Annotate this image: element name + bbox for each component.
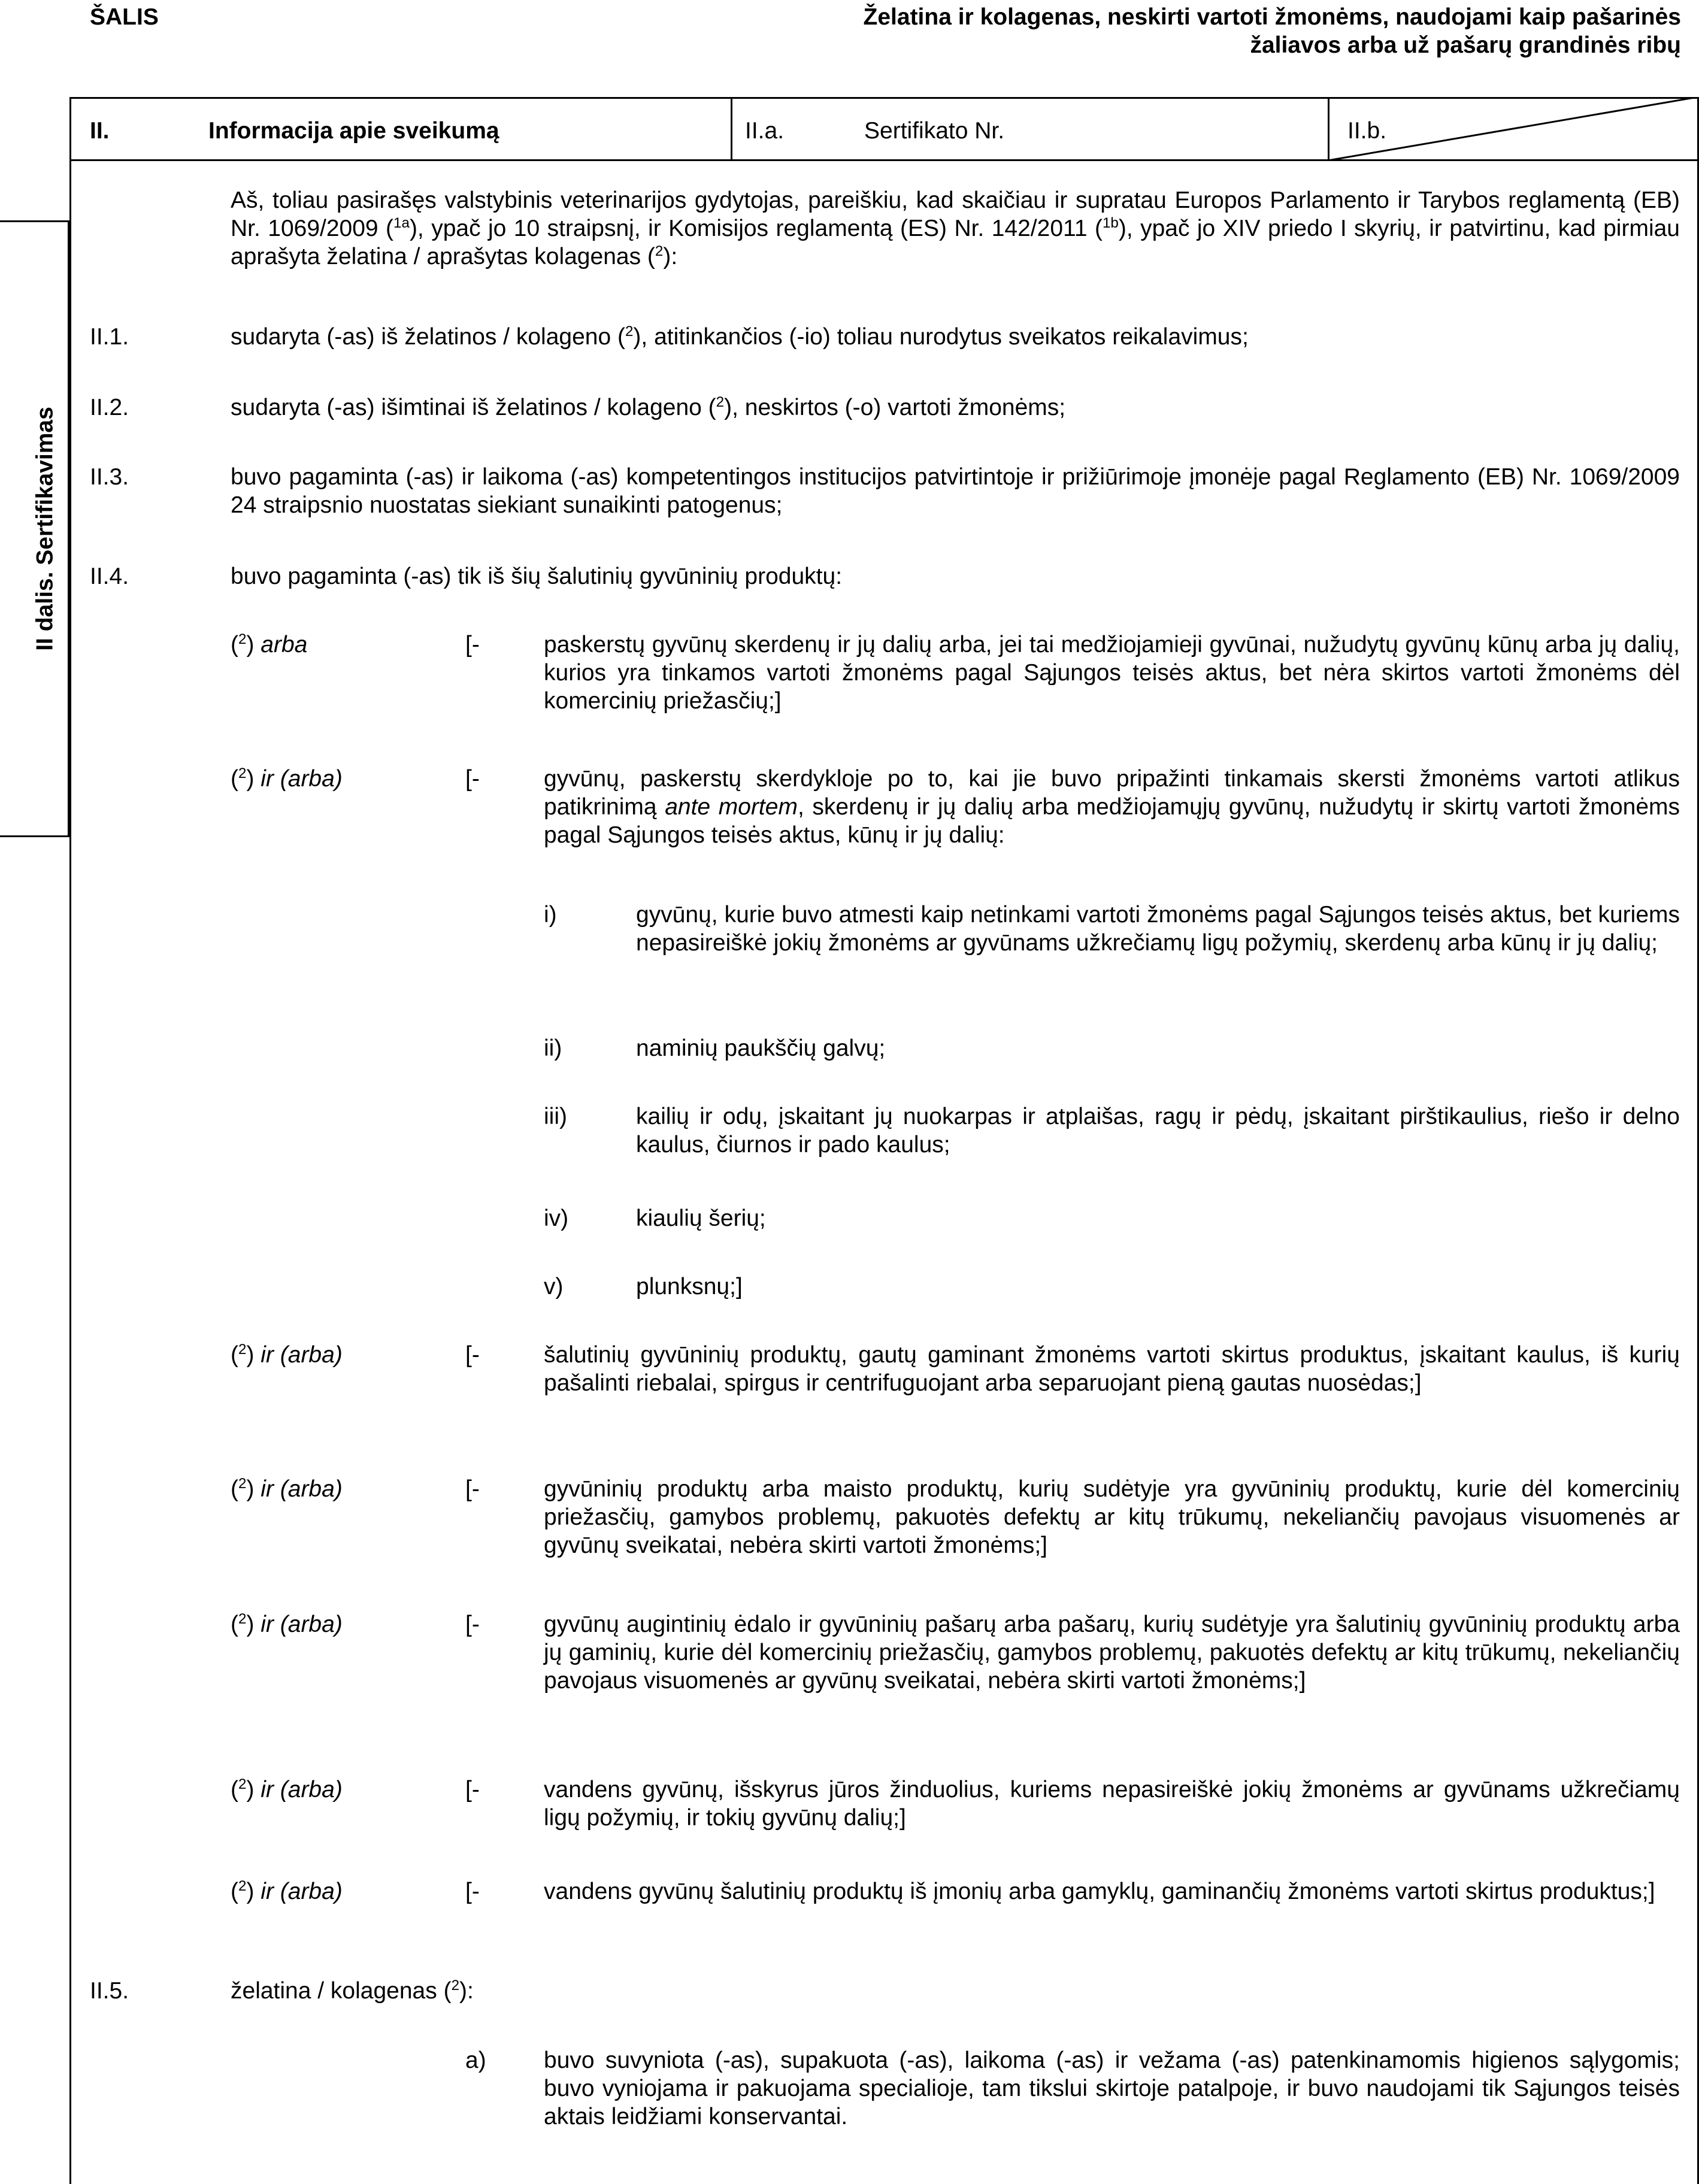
country-label: ŠALIS: [90, 4, 159, 30]
option-text: gyvūnų, paskerstų skerdykloje po to, kai jie buvo pripažinti tinkamais skersti žmonėms vartoti atlikus patikrinimą ante mortem, skerdenų ir jų dalių arba medžiojamųjų gyvūnų, nužudytų ir skirtų vartoti žmonėms pagal Sąjungos teisės aktus, kūnų ir jų dalių:: [544, 766, 1680, 848]
item-text: sudaryta (-as) iš želatinos / kolageno ($^2$), atitinkančios (-io) toliau nurodytus sveikatos reikalavimus;: [231, 323, 1249, 350]
option-bracket: [-: [465, 1476, 480, 1502]
option-bracket: [-: [465, 632, 480, 658]
subitem-text: gyvūnų, kurie buvo atmesti kaip netinkami vartoti žmonėms pagal Sąjungos teisės aktus, bet kuriems nepasireiškė jokių žmonėms ar gyvūnams užkrečiamų ligų požymių, skerdenų arba kūnų ir jų dalių;: [636, 902, 1680, 956]
subitem-number: iii): [544, 1104, 567, 1129]
column-divider: [731, 97, 732, 161]
item-text: buvo pagaminta (-as) ir laikoma (-as) kompetentingos institucijos patvirtintoje ir prižiūrimoje įmonėje pagal Reglamento (EB) Nr. 1069/2009 24 straipsnio nuostatas siekiant sunaikinti patogenus;: [231, 464, 1680, 518]
subitem-text: plunksnų;]: [636, 1274, 743, 1300]
intro-paragraph: Aš, toliau pasirašęs valstybinis veterinarijos gydytojas, pareiškiu, kad skaičiau ir supratau Europos Parlamento ir Tarybos reglamentą (EB) Nr. 1069/2009 ($^{1a}$), ypač jo 10 straipsnį, ir Komisijos reglamentą (ES) Nr. 142/2011 ($^{1b}$), ypač jo XIV priedo I skyrių, ir patvirtinu, kad pirmiau aprašyta želatina / aprašytas kolagenas ($^2$):: [231, 187, 1680, 269]
cert-number-label: Sertifikato Nr.: [864, 118, 1005, 144]
document-title: Želatina ir kolagenas, neskirti vartoti žmonėms, naudojami kaip pašarinės žaliavos arba už pašarų grandinės ribų: [863, 4, 1681, 58]
section-number: II.: [90, 118, 110, 144]
option-label: ($^2$) ir (arba): [231, 1611, 343, 1637]
option-bracket: [-: [465, 1777, 480, 1803]
subitem-number: a): [465, 2047, 486, 2073]
subitem-number: i): [544, 902, 557, 928]
option-text: paskerstų gyvūnų skerdenų ir jų dalių arba, jei tai medžiojamieji gyvūnai, nužudytų gyvūnų kūnų arba jų dalių, kurios yra tinkamos vartoti žmonėms pagal Sąjungos teisės aktus, bet nėra skirtos vartoti žmonėms dėl komercinių priežasčių;]: [544, 632, 1680, 714]
item-number: II.1.: [90, 324, 129, 350]
item-text: želatina / kolagenas ($^2$):: [231, 1977, 474, 2004]
item-number: II.5.: [90, 1978, 129, 2004]
option-bracket: [-: [465, 1342, 480, 1368]
section-title: Informacija apie sveikumą: [208, 118, 499, 144]
item-text: sudaryta (-as) išimtinai iš želatinos / kolageno ($^2$), neskirtos (-o) vartoti žmonėms;: [231, 394, 1066, 420]
subitem-text: kiaulių šerių;: [636, 1205, 766, 1231]
option-bracket: [-: [465, 1612, 480, 1637]
option-label: ($^2$) ir (arba): [231, 765, 343, 792]
option-text: vandens gyvūnų, išskyrus jūros žinduolius, kuriems nepasireiškė jokių žmonėms ar gyvūnams užkrečiamų ligų požymių, ir tokių gyvūnų dalių;]: [544, 1777, 1680, 1831]
subitem-text: naminių paukščių galvų;: [636, 1035, 886, 1061]
option-text: vandens gyvūnų šalutinių produktų iš įmonių arba gamyklų, gaminančių žmonėms vartoti skirtus produktus;]: [544, 1879, 1655, 1904]
item-number: II.3.: [90, 464, 129, 490]
subitem-number: ii): [544, 1035, 562, 1061]
cert-ref-label: II.a.: [745, 118, 785, 144]
option-label: ($^2$) ir (arba): [231, 1476, 343, 1502]
option-bracket: [-: [465, 766, 480, 792]
item-number: II.4.: [90, 564, 129, 589]
item-text: buvo pagaminta (-as) tik iš šių šalutinių gyvūninių produktų:: [231, 564, 843, 589]
cert-b-label: II.b.: [1347, 118, 1387, 144]
option-label: ($^2$) arba: [231, 631, 308, 658]
subitem-number: v): [544, 1274, 564, 1300]
table-left-border: [69, 97, 71, 2184]
option-text: gyvūnų augintinių ėdalo ir gyvūninių pašarų arba pašarų, kurių sudėtyje yra šalutinių gyvūninių produktų arba jų gaminių, kurie dėl komercinių priežasčių, gamybos problemų, pakuotės defektų ar kitų trūkumų, nekeliančių pavojaus visuomenės ar gyvūnų sveikatai, nebėra skirti vartoti žmonėms;]: [544, 1612, 1680, 1694]
option-bracket: [-: [465, 1879, 480, 1904]
subitem-text: buvo suvyniota (-as), supakuota (-as), laikoma (-as) ir vežama (-as) patenkinamomis higienos sąlygomis; buvo vyniojama ir pakuojama specialioje, tam tikslui skirtoje patalpoje, ir buvo naudojami tik Sąjungos teisės aktais leidžiami konservantai.: [544, 2047, 1680, 2130]
option-label: ($^2$) ir (arba): [231, 1776, 343, 1803]
option-text: gyvūninių produktų arba maisto produktų, kurių sudėtyje yra gyvūninių produktų, kurie dėl komercinių priežasčių, gamybos problemų, pakuotės defektų ar kitų trūkumų, nekeliančių pavojaus visuomenės ar gyvūnų sveikatai, nebėra skirti vartoti žmonėms;]: [544, 1476, 1680, 1558]
option-label: ($^2$) ir (arba): [231, 1341, 343, 1368]
subitem-number: iv): [544, 1205, 569, 1231]
option-text: šalutinių gyvūninių produktų, gautų gaminant žmonėms vartoti skirtus produktus, įskaitant kaulus, iš kurių pašalinti riebalai, spirgus ir centrifuguojant arba separuojant pieną gautas nuosėdas;]: [544, 1342, 1680, 1396]
subitem-text: kailių ir odų, įskaitant jų nuokarpas ir atplaišas, ragų ir pėdų, įskaitant pirštikaulius, riešo ir delno kaulus, čiurnos ir pado kaulus;: [636, 1104, 1680, 1158]
item-number: II.2.: [90, 395, 129, 420]
option-label: ($^2$) ir (arba): [231, 1878, 343, 1904]
